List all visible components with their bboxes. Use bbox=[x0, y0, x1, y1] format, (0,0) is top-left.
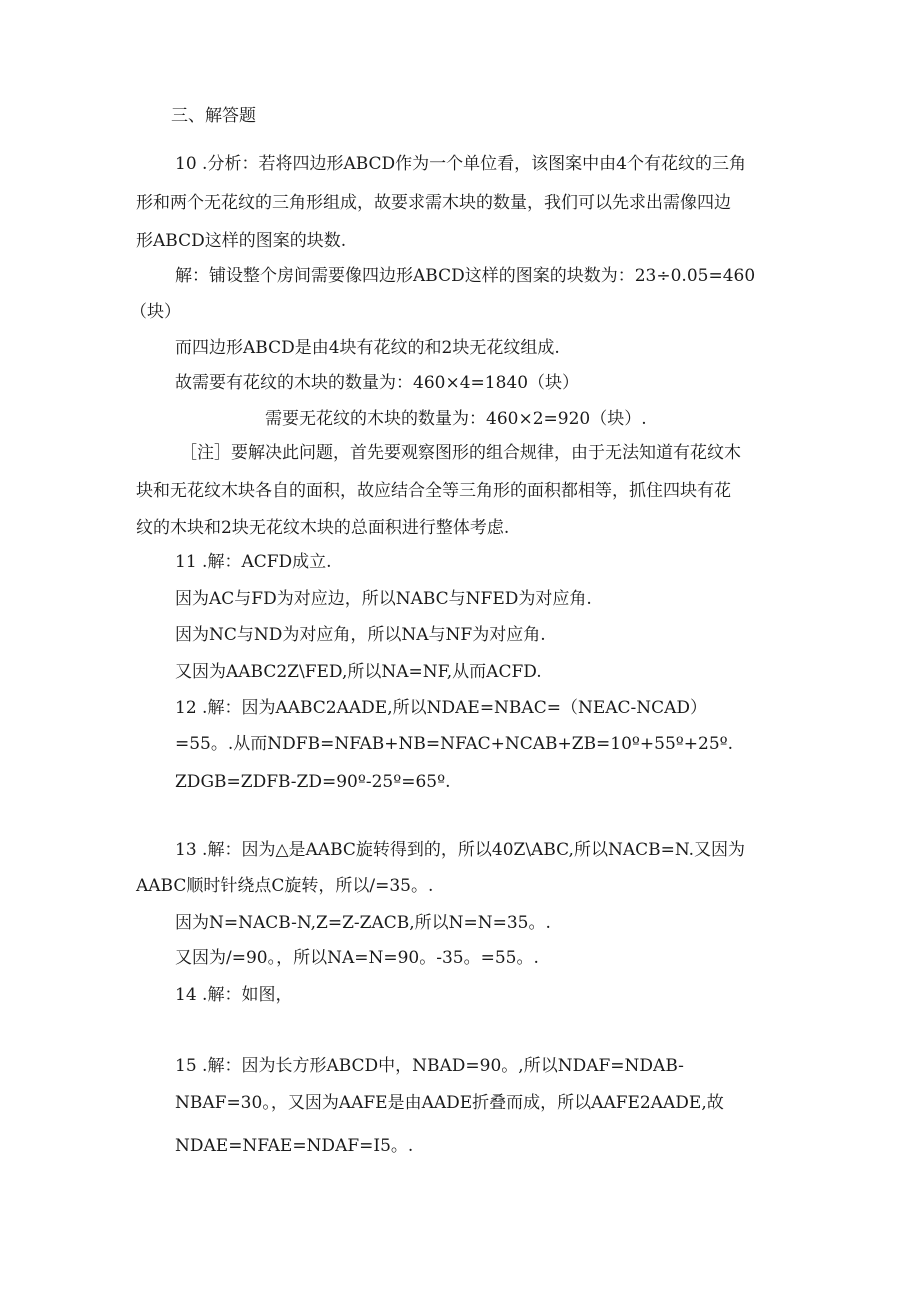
text-line: 14 .解：如图， bbox=[175, 985, 293, 1005]
text-line: 形和两个无花纹的三角形组成，故要求需木块的数量，我们可以先求出需像四边 bbox=[136, 193, 731, 213]
text-line: NDAE=NFAE=NDAF=I5。. bbox=[175, 1136, 414, 1156]
text-line: AABC顺时针绕点C旋转，所以/=35。. bbox=[136, 876, 434, 896]
text-line: 需要无花纹的木块的数量为：460×2=920（块）. bbox=[265, 409, 647, 429]
text-line: （块） bbox=[130, 302, 181, 322]
section-heading: 三、解答题 bbox=[171, 106, 256, 126]
text-line: 解：铺设整个房间需要像四边形ABCD这样的图案的块数为：23÷0.05=460 bbox=[175, 266, 756, 286]
text-line: =55。.从而NDFB=NFAB+NB=NFAC+NCAB+ZB=10º+55º+25º. bbox=[175, 734, 734, 754]
text-line: 而四边形ABCD是由4块有花纹的和2块无花纹组成. bbox=[175, 338, 560, 358]
text-line: 纹的木块和2块无花纹木块的总面积进行整体考虑. bbox=[136, 518, 510, 538]
text-line: 10 .分析：若将四边形ABCD作为一个单位看，该图案中由4个有花纹的三角 bbox=[175, 154, 746, 174]
text-line: 又因为AABC2Z\FED,所以NA=NF,从而ACFD. bbox=[175, 662, 542, 682]
text-line: 因为NC与ND为对应角，所以NA与NF为对应角. bbox=[175, 625, 546, 645]
text-line: 11 .解：ACFD成立. bbox=[175, 552, 332, 572]
text-line: 块和无花纹木块各自的面积，故应结合全等三角形的面积都相等，抓住四块有花 bbox=[136, 481, 731, 501]
text-line: ZDGB=ZDFB-ZD=90º-25º=65º. bbox=[175, 772, 451, 792]
text-line: 因为AC与FD为对应边，所以NABC与NFED为对应角. bbox=[175, 589, 592, 609]
text-line: 12 .解：因为AABC2AADE,所以NDAE=NBAC=（NEAC-NCAD） bbox=[175, 698, 708, 718]
text-line: 15 .解：因为长方形ABCD中，NBAD=90。,所以NDAF=NDAB- bbox=[175, 1056, 684, 1076]
text-line: NBAF=30。，又因为AAFE是由AADE折叠而成，所以AAFE2AADE,故 bbox=[175, 1093, 724, 1113]
text-line: 13 .解：因为△是AABC旋转得到的，所以40Z\ABC,所以NACB=N.又因为 bbox=[175, 840, 746, 860]
text-line: 故需要有花纹的木块的数量为：460×4=1840（块） bbox=[175, 373, 580, 393]
text-line: ［注］要解决此问题，首先要观察图形的组合规律，由于无法知道有花纹木 bbox=[180, 443, 741, 463]
text-line: 形ABCD这样的图案的块数. bbox=[136, 231, 347, 251]
text-line: 因为N=NACB-N,Z=Z-ZACB,所以N=N=35。. bbox=[175, 913, 551, 933]
text-line: 又因为/=90。，所以NA=N=90。-35。=55。. bbox=[175, 948, 539, 968]
